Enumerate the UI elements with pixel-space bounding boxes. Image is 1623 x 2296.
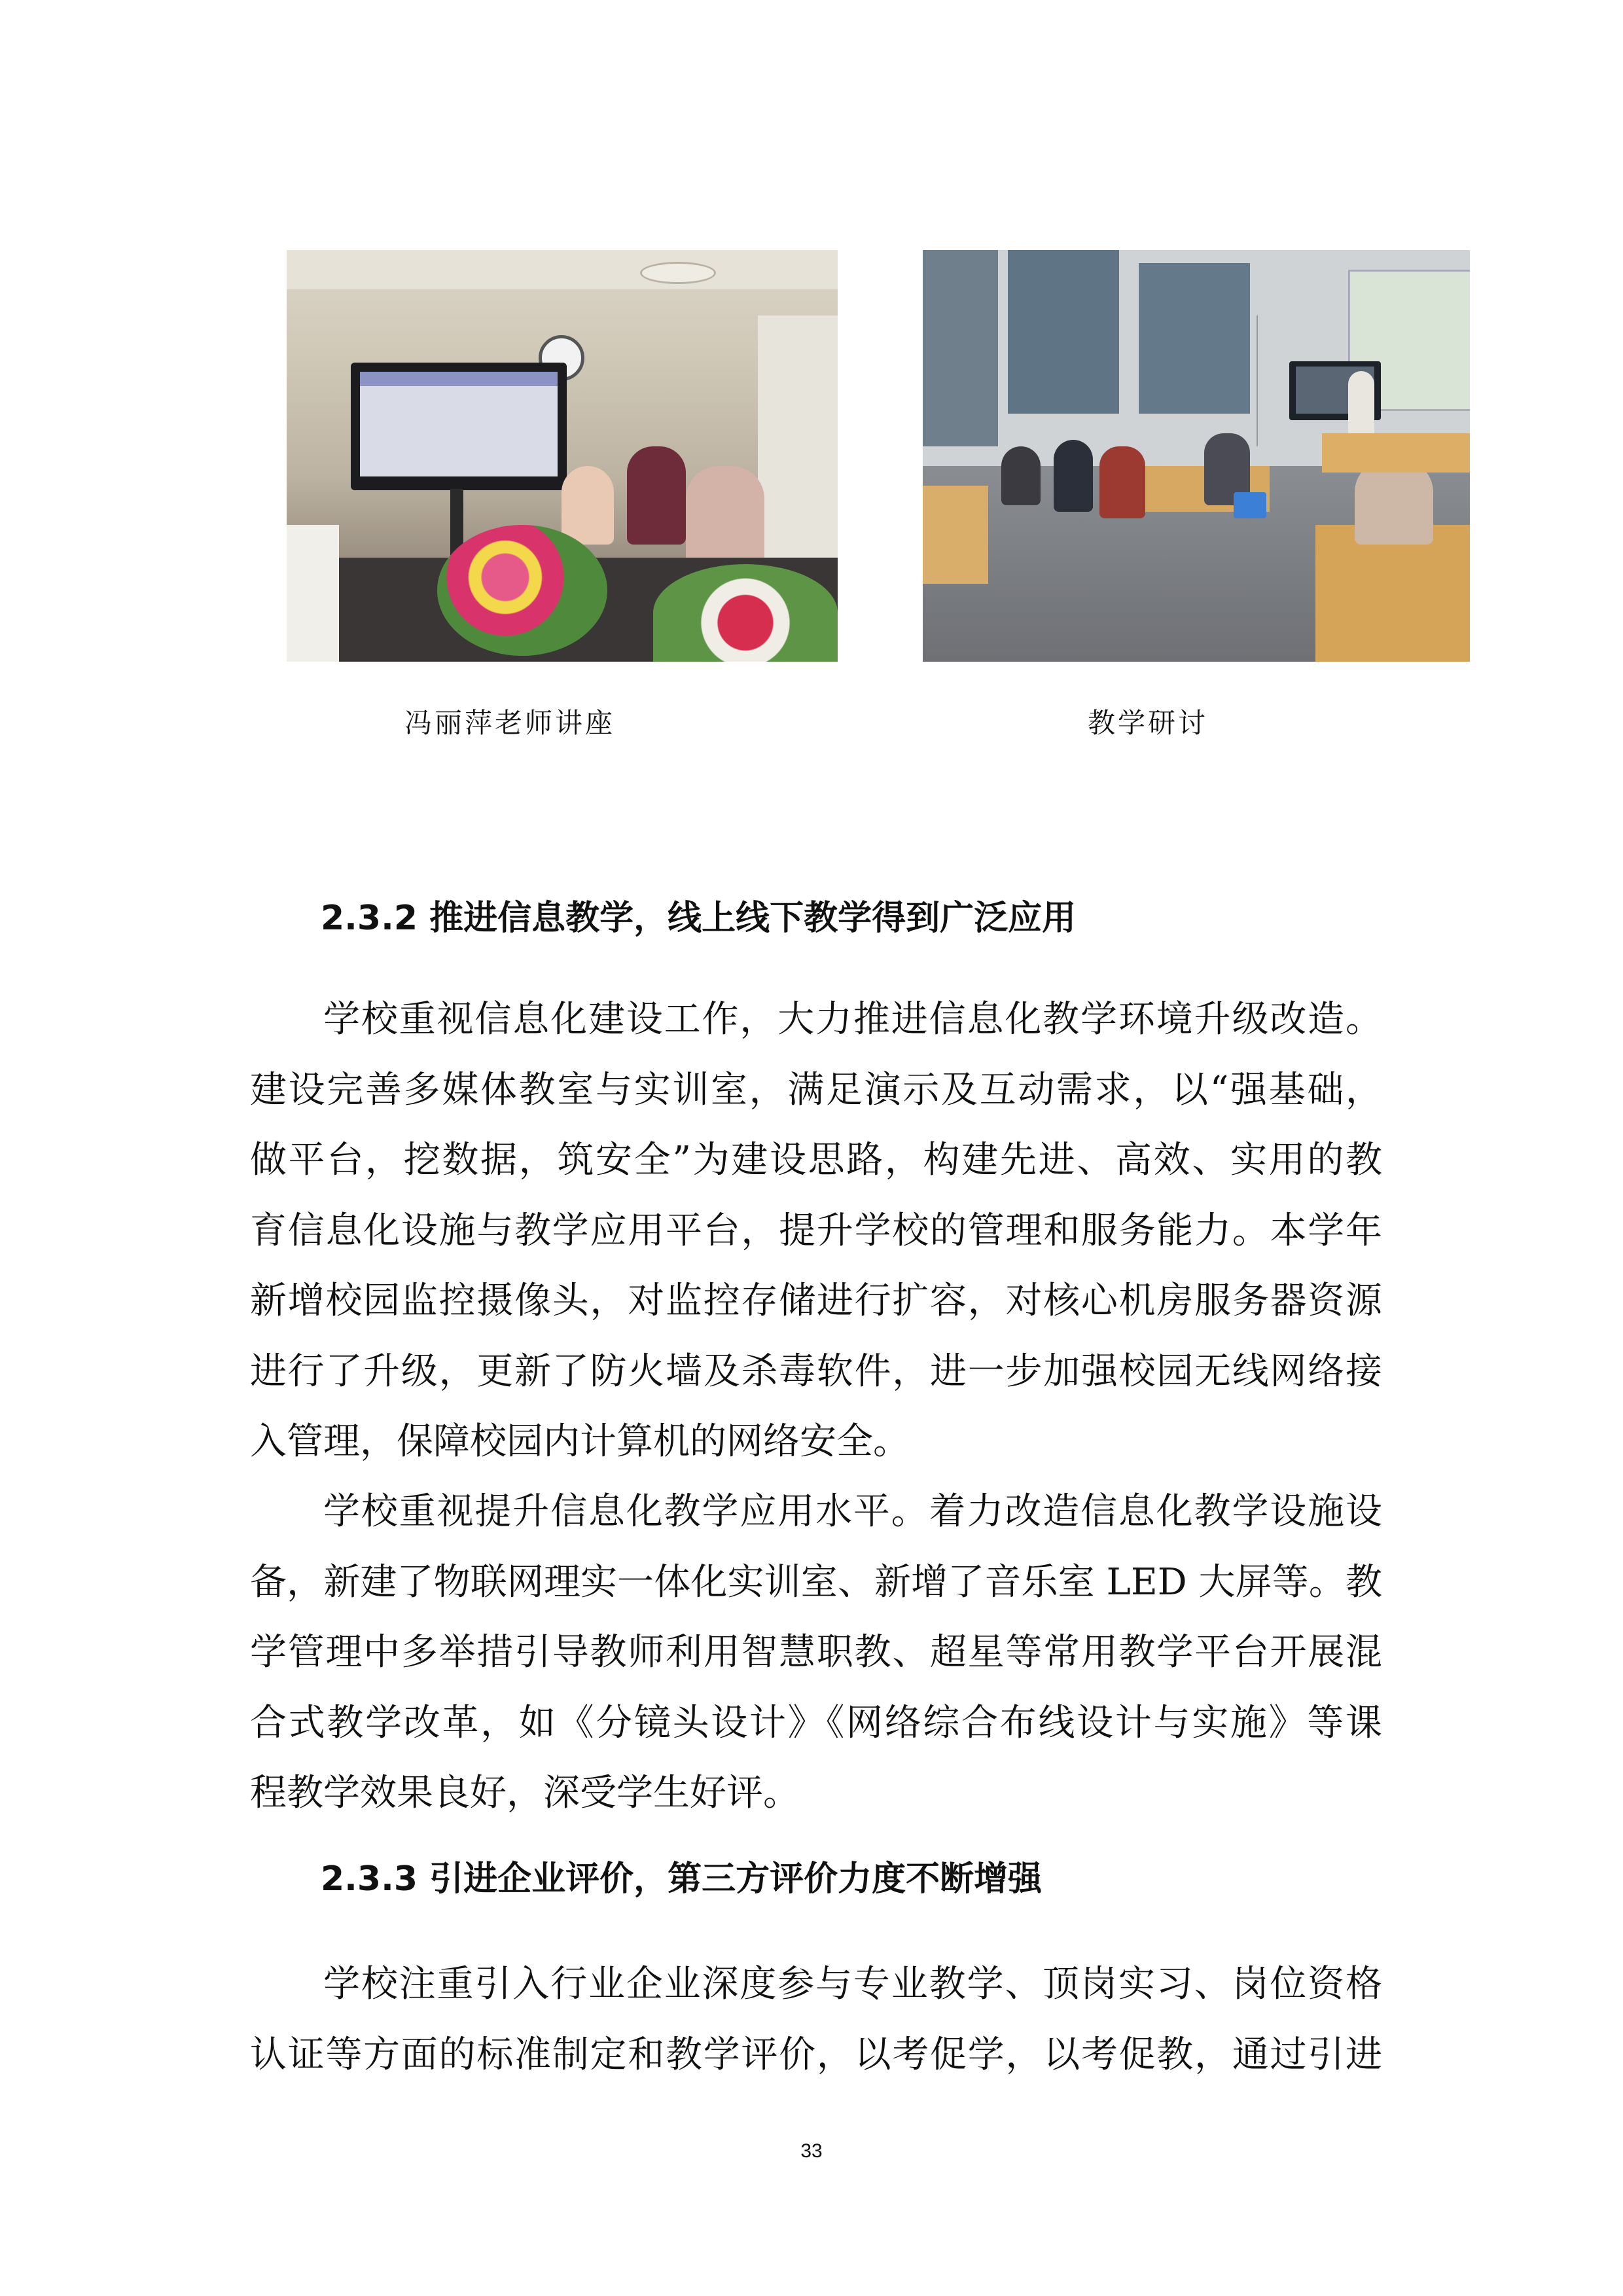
text-line: 程教学效果良好，深受学生好评。	[250, 1772, 800, 1814]
section-heading-2-3-3: 2.3.3 引进企业评价，第三方评价力度不断增强	[321, 1859, 1043, 1899]
section-heading-2-3-2: 2.3.2 推进信息教学，线上线下教学得到广泛应用	[321, 899, 1077, 938]
text-line: 备，新建了物联网理实一体化实训室、新增了音乐室 LED 大屏等。教	[250, 1560, 1382, 1604]
teaching-discussion-photo	[923, 250, 1470, 662]
text-line: 学管理中多举措引导教师利用智慧职教、超星等常用教学平台开展混	[250, 1631, 1382, 1674]
text-line: 入管理，保障校园内计算机的网络安全。	[250, 1420, 910, 1463]
text-line: 认证等方面的标准制定和教学评价，以考促学，以考促教，通过引进	[250, 2033, 1382, 2076]
lecture-photo-caption: 冯丽萍老师讲座	[404, 707, 616, 739]
lecture-photo	[287, 250, 838, 662]
text-line: 新增校园监控摄像头，对监控存储进行扩容，对核心机房服务器资源	[250, 1280, 1382, 1322]
discussion-photo-caption: 教学研讨	[1088, 707, 1209, 739]
page-number: 33	[800, 2140, 823, 2162]
text-line: 做平台，挖数据，筑安全”为建设思路，构建先进、高效、实用的教	[250, 1139, 1382, 1181]
text-line: 合式教学改革，如《分镜头设计》《网络综合布线设计与实施》等课	[250, 1701, 1382, 1744]
paragraph-info-construction	[250, 984, 1382, 1477]
paragraph-info-teaching-application	[250, 1477, 1382, 1829]
text-line: 学校重视提升信息化教学应用水平。着力改造信息化教学设施设	[323, 1490, 1382, 1533]
paragraph-enterprise-evaluation	[250, 1949, 1382, 2090]
text-line: 学校重视信息化建设工作，大力推进信息化教学环境升级改造。	[323, 998, 1382, 1041]
text-line: 育信息化设施与教学应用平台，提升学校的管理和服务能力。本学年	[250, 1209, 1382, 1252]
text-line: 进行了升级，更新了防火墙及杀毒软件，进一步加强校园无线网络接	[250, 1350, 1382, 1393]
text-line: 建设完善多媒体教室与实训室，满足演示及互动需求，以“强基础，	[250, 1068, 1382, 1111]
text-line: 学校注重引入行业企业深度参与专业教学、顶岗实习、岗位资格	[323, 1963, 1382, 2005]
